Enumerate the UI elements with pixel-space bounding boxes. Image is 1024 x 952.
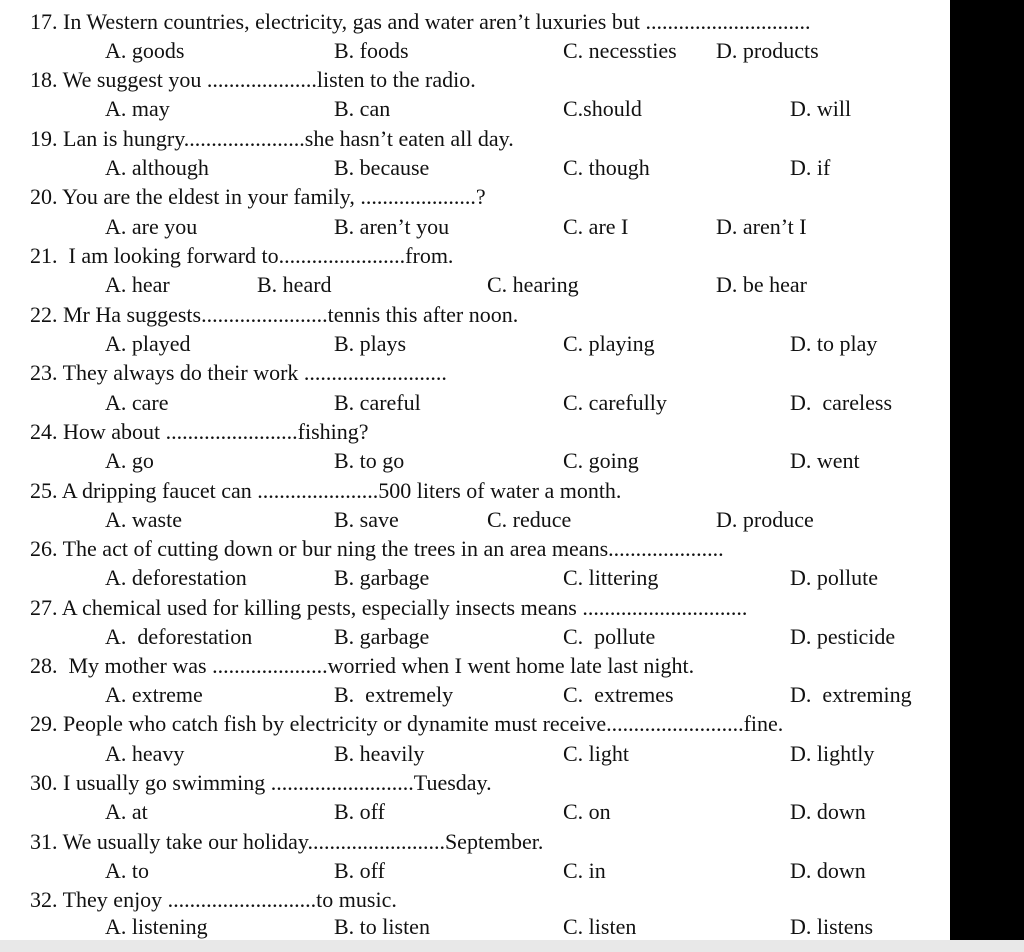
question-18-stem: 18. We suggest you ....................listen to the radio. [30, 67, 476, 92]
question-25-stem: 25. A dripping faucet can ......................500 liters of water a month. [30, 478, 622, 503]
question-21-stem: 21. I am looking forward to.......................from. [30, 243, 454, 268]
q31-option-a: A. to [105, 858, 149, 883]
q26-option-a: A. deforestation [105, 565, 247, 590]
q24-option-a: A. go [105, 448, 154, 473]
q18-option-b: B. can [334, 96, 391, 121]
q22-option-c: C. playing [563, 331, 655, 356]
q26-option-b: B. garbage [334, 565, 430, 590]
q21-option-b: B. heard [257, 272, 332, 297]
q28-option-b: B. extremely [334, 682, 454, 707]
q25-option-c: C. reduce [487, 507, 572, 532]
question-20-stem: 20. You are the eldest in your family, .....................? [30, 184, 486, 209]
question-29-stem: 29. People who catch fish by electricity or dynamite must receive.........................fine. [30, 711, 784, 736]
q23-option-a: A. care [105, 390, 169, 415]
q30-option-a: A. at [105, 799, 148, 824]
q17-option-c: C. necessties [563, 38, 677, 63]
q23-option-d: D. careless [790, 390, 893, 415]
bottom-strip [0, 940, 1024, 952]
q22-option-b: B. plays [334, 331, 407, 356]
q18-option-d: D. will [790, 96, 852, 121]
q23-option-b: B. careful [334, 390, 421, 415]
question-32-stem: 32. They enjoy ...........................to music. [30, 887, 397, 912]
q30-option-c: C. on [563, 799, 611, 824]
q21-option-d: D. be hear [716, 272, 808, 297]
q20-option-c: C. are I [563, 214, 629, 239]
q24-option-b: B. to go [334, 448, 405, 473]
q22-option-d: D. to play [790, 331, 878, 356]
q20-option-a: A. are you [105, 214, 198, 239]
q30-option-d: D. down [790, 799, 866, 824]
q32-option-d: D. listens [790, 914, 874, 939]
q17-option-b: B. foods [334, 38, 409, 63]
q29-option-c: C. light [563, 741, 630, 766]
q22-option-a: A. played [105, 331, 191, 356]
question-19-stem: 19. Lan is hungry......................she hasn’t eaten all day. [30, 126, 514, 151]
q21-option-c: C. hearing [487, 272, 579, 297]
question-26-stem: 26. The act of cutting down or bur ning the trees in an area means..................... [30, 536, 724, 561]
q27-option-a: A. deforestation [105, 624, 253, 649]
q31-option-b: B. off [334, 858, 385, 883]
q31-option-c: C. in [563, 858, 606, 883]
q28-option-d: D. extreming [790, 682, 912, 707]
q23-option-c: C. carefully [563, 390, 667, 415]
q31-option-d: D. down [790, 858, 866, 883]
q24-option-c: C. going [563, 448, 639, 473]
q20-option-b: B. aren’t you [334, 214, 450, 239]
q18-option-c: C.should [563, 96, 642, 121]
q27-option-b: B. garbage [334, 624, 430, 649]
q28-option-a: A. extreme [105, 682, 203, 707]
q19-option-c: C. though [563, 155, 650, 180]
q29-option-b: B. heavily [334, 741, 425, 766]
q20-option-d: D. aren’t I [716, 214, 807, 239]
q25-option-b: B. save [334, 507, 399, 532]
q32-option-c: C. listen [563, 914, 637, 939]
q30-option-b: B. off [334, 799, 385, 824]
q24-option-d: D. went [790, 448, 860, 473]
question-30-stem: 30. I usually go swimming ..........................Tuesday. [30, 770, 492, 795]
q17-option-a: A. goods [105, 38, 185, 63]
q32-option-b: B. to listen [334, 914, 430, 939]
q29-option-d: D. lightly [790, 741, 875, 766]
right-border [950, 0, 1024, 952]
question-22-stem: 22. Mr Ha suggests.......................tennis this after noon. [30, 302, 519, 327]
question-23-stem: 23. They always do their work .......................... [30, 360, 447, 385]
question-24-stem: 24. How about ........................fishing? [30, 419, 369, 444]
q19-option-d: D. if [790, 155, 831, 180]
question-31-stem: 31. We usually take our holiday.........................September. [30, 829, 544, 854]
q26-option-d: D. pollute [790, 565, 878, 590]
q29-option-a: A. heavy [105, 741, 185, 766]
q18-option-a: A. may [105, 96, 170, 121]
q27-option-d: D. pesticide [790, 624, 896, 649]
q19-option-b: B. because [334, 155, 430, 180]
q25-option-a: A. waste [105, 507, 182, 532]
question-17-stem: 17. In Western countries, electricity, gas and water aren’t luxuries but .............................. [30, 9, 811, 34]
q32-option-a: A. listening [105, 914, 208, 939]
q21-option-a: A. hear [105, 272, 170, 297]
q27-option-c: C. pollute [563, 624, 656, 649]
q28-option-c: C. extremes [563, 682, 674, 707]
question-28-stem: 28. My mother was .....................worried when I went home late last night. [30, 653, 695, 678]
q25-option-d: D. produce [716, 507, 814, 532]
q19-option-a: A. although [105, 155, 209, 180]
q17-option-d: D. products [716, 38, 819, 63]
q26-option-c: C. littering [563, 565, 659, 590]
question-27-stem: 27. A chemical used for killing pests, especially insects means .............................. [30, 595, 748, 620]
